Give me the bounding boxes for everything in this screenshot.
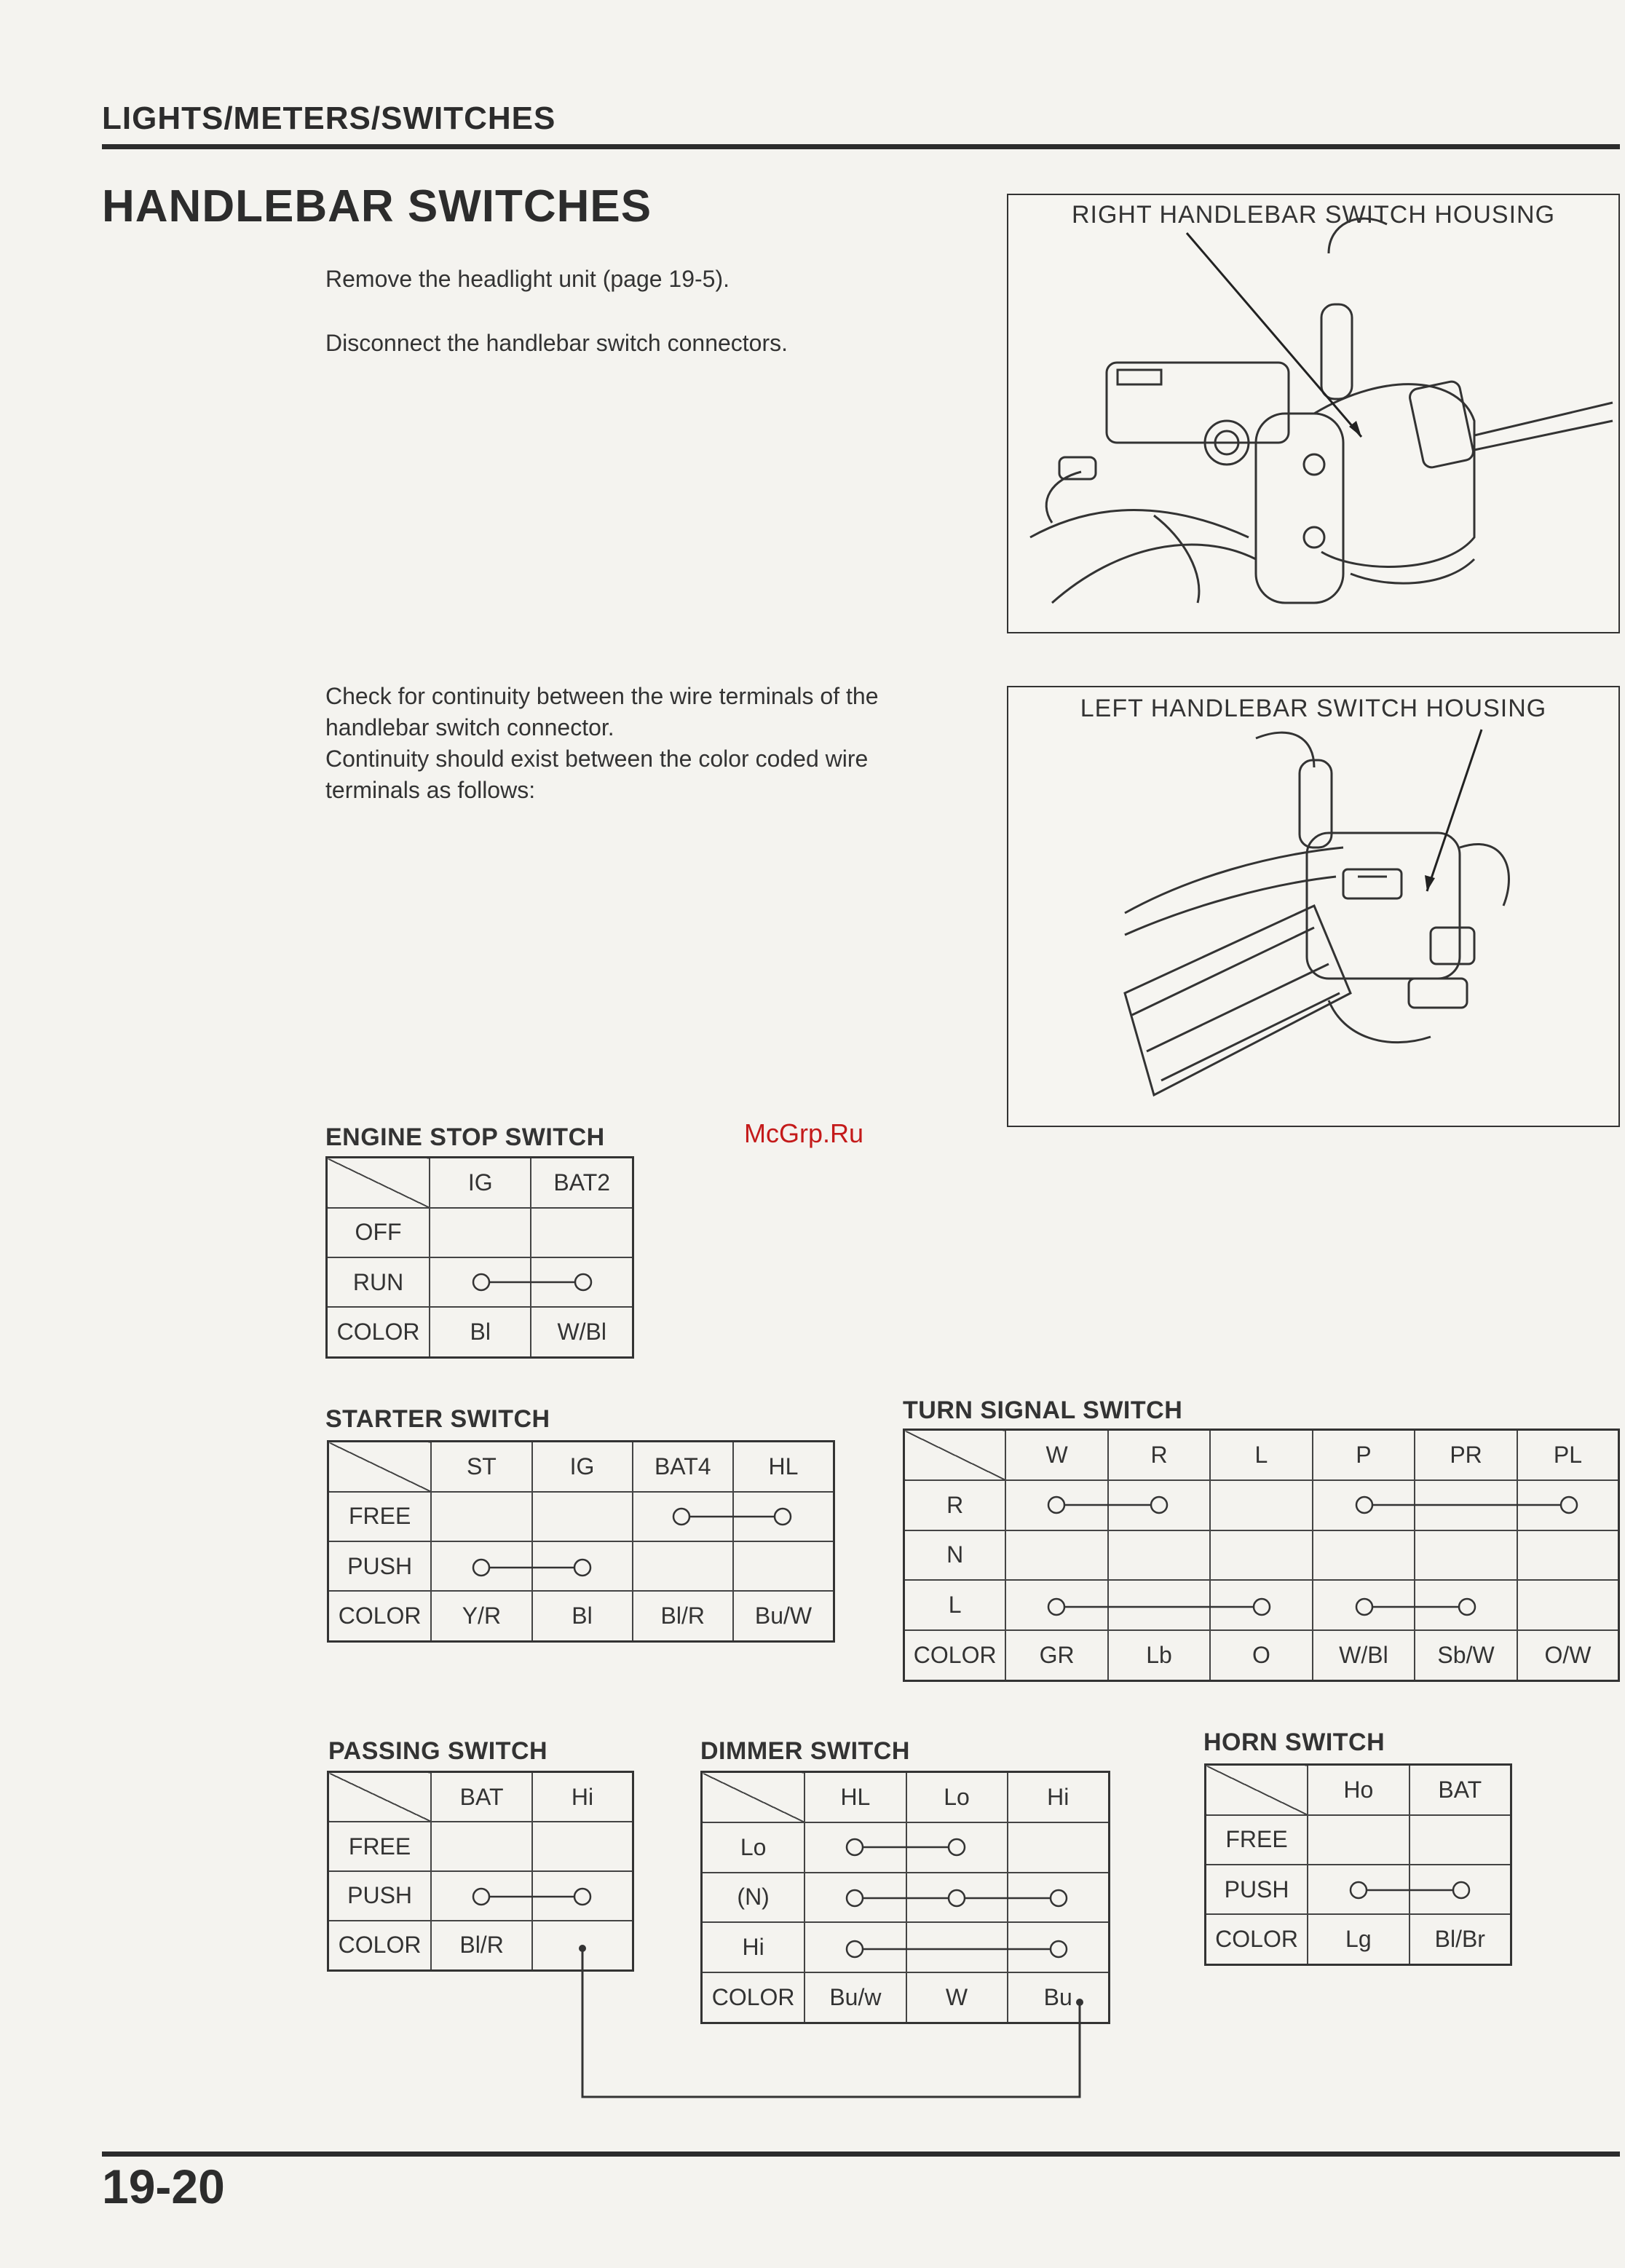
wire-color: Y/R bbox=[431, 1591, 531, 1641]
turn-signal-title: TURN SIGNAL SWITCH bbox=[903, 1396, 1183, 1424]
continuity-link bbox=[473, 1274, 591, 1290]
color-label: COLOR bbox=[904, 1630, 1006, 1681]
row-label: N bbox=[904, 1530, 1006, 1581]
row-label: Lo bbox=[702, 1822, 805, 1873]
color-label: COLOR bbox=[702, 1972, 805, 2023]
continuity-link bbox=[847, 1839, 965, 1855]
row-label: PUSH bbox=[328, 1871, 432, 1921]
column-header: BAT4 bbox=[633, 1442, 733, 1492]
column-header: Hi bbox=[532, 1772, 633, 1822]
column-header: PR bbox=[1415, 1430, 1517, 1481]
page-number: 19-20 bbox=[102, 2160, 225, 2213]
wire-color: Bl/R bbox=[633, 1591, 733, 1641]
wire-color: O/W bbox=[1517, 1630, 1619, 1681]
wire-color: Bu bbox=[1008, 1972, 1110, 2023]
wire-color: W bbox=[906, 1972, 1008, 2023]
column-header: ST bbox=[431, 1442, 531, 1492]
wire-dot bbox=[1076, 1999, 1083, 2006]
check-line: handlebar switch connector. bbox=[325, 714, 614, 740]
column-header: PL bbox=[1517, 1430, 1619, 1481]
color-label: COLOR bbox=[328, 1591, 432, 1641]
passing-title: PASSING SWITCH bbox=[328, 1737, 548, 1765]
column-header: IG bbox=[430, 1158, 531, 1208]
row-label: (N) bbox=[702, 1873, 805, 1923]
continuity-link bbox=[1048, 1497, 1167, 1513]
continuity-link bbox=[473, 1889, 590, 1905]
wire-connector bbox=[582, 1948, 1080, 2097]
row-label: FREE bbox=[328, 1492, 432, 1541]
continuity-link bbox=[673, 1509, 791, 1525]
color-label: COLOR bbox=[328, 1921, 432, 1971]
right-figure-label: RIGHT HANDLEBAR SWITCH HOUSING bbox=[1071, 201, 1556, 229]
column-header: HL bbox=[733, 1442, 834, 1492]
column-header: Ho bbox=[1308, 1765, 1409, 1815]
dimmer-title: DIMMER SWITCH bbox=[700, 1737, 910, 1765]
column-header: W bbox=[1005, 1430, 1107, 1481]
row-label: Hi bbox=[702, 1922, 805, 1972]
wire-color: Bl/Br bbox=[1409, 1914, 1511, 1964]
row-label: FREE bbox=[1206, 1815, 1308, 1865]
left-figure-label: LEFT HANDLEBAR SWITCH HOUSING bbox=[1080, 695, 1547, 722]
wire-color: Sb/W bbox=[1415, 1630, 1517, 1681]
column-header: L bbox=[1210, 1430, 1312, 1481]
wire-color: Bl bbox=[532, 1591, 633, 1641]
wire-color: Bu/W bbox=[733, 1591, 834, 1641]
continuity-link bbox=[1356, 1497, 1577, 1513]
column-header: Hi bbox=[1008, 1772, 1110, 1823]
row-label: PUSH bbox=[1206, 1865, 1308, 1914]
wire-color: W/Bl bbox=[1313, 1630, 1415, 1681]
horn-title: HORN SWITCH bbox=[1203, 1728, 1385, 1756]
row-label: R bbox=[904, 1480, 1006, 1530]
column-header: BAT bbox=[431, 1772, 532, 1822]
continuity-link bbox=[1351, 1882, 1469, 1898]
row-label: FREE bbox=[328, 1822, 432, 1871]
check-line: Continuity should exist between the color coded wire bbox=[325, 746, 869, 772]
row-label: PUSH bbox=[328, 1541, 432, 1591]
column-header: P bbox=[1313, 1430, 1415, 1481]
wire-dot bbox=[579, 1945, 586, 1952]
wire-color: Lg bbox=[1308, 1914, 1409, 1964]
column-header: HL bbox=[804, 1772, 906, 1823]
row-label: L bbox=[904, 1580, 1006, 1630]
column-header: R bbox=[1108, 1430, 1210, 1481]
wire-color: W/Bl bbox=[531, 1307, 633, 1357]
row-label: OFF bbox=[327, 1208, 430, 1257]
wire-color: Bl/R bbox=[431, 1921, 532, 1971]
column-header: BAT2 bbox=[531, 1158, 633, 1208]
color-label: COLOR bbox=[327, 1307, 430, 1357]
continuity-link bbox=[847, 1890, 1067, 1906]
wire-color: O bbox=[1210, 1630, 1312, 1681]
column-header: BAT bbox=[1409, 1765, 1511, 1815]
column-header: IG bbox=[532, 1442, 633, 1492]
wire-color: Bl bbox=[430, 1307, 531, 1357]
continuity-link bbox=[847, 1941, 1067, 1957]
check-line: Check for continuity between the wire terminals of the bbox=[325, 683, 879, 709]
check-line: terminals as follows: bbox=[325, 777, 536, 803]
wire-color: Bu/w bbox=[804, 1972, 906, 2023]
page-title: HANDLEBAR SWITCHES bbox=[102, 181, 652, 232]
footer-rule bbox=[102, 2152, 1620, 2157]
watermark-text: McGrp.Ru bbox=[744, 1118, 864, 1148]
row-label: RUN bbox=[327, 1257, 430, 1307]
starter-title: STARTER SWITCH bbox=[325, 1405, 550, 1433]
section-header: LIGHTS/METERS/SWITCHES bbox=[102, 100, 556, 136]
engine-stop-title: ENGINE STOP SWITCH bbox=[325, 1123, 605, 1151]
instruction-step2: Disconnect the handlebar switch connectors. bbox=[325, 330, 788, 356]
wire-color: GR bbox=[1005, 1630, 1107, 1681]
continuity-link bbox=[1048, 1599, 1270, 1615]
wire-color: Lb bbox=[1108, 1630, 1210, 1681]
instruction-step1: Remove the headlight unit (page 19-5). bbox=[325, 266, 730, 292]
column-header: Lo bbox=[906, 1772, 1008, 1823]
continuity-link bbox=[1356, 1599, 1475, 1615]
continuity-link bbox=[473, 1560, 590, 1576]
color-label: COLOR bbox=[1206, 1914, 1308, 1964]
